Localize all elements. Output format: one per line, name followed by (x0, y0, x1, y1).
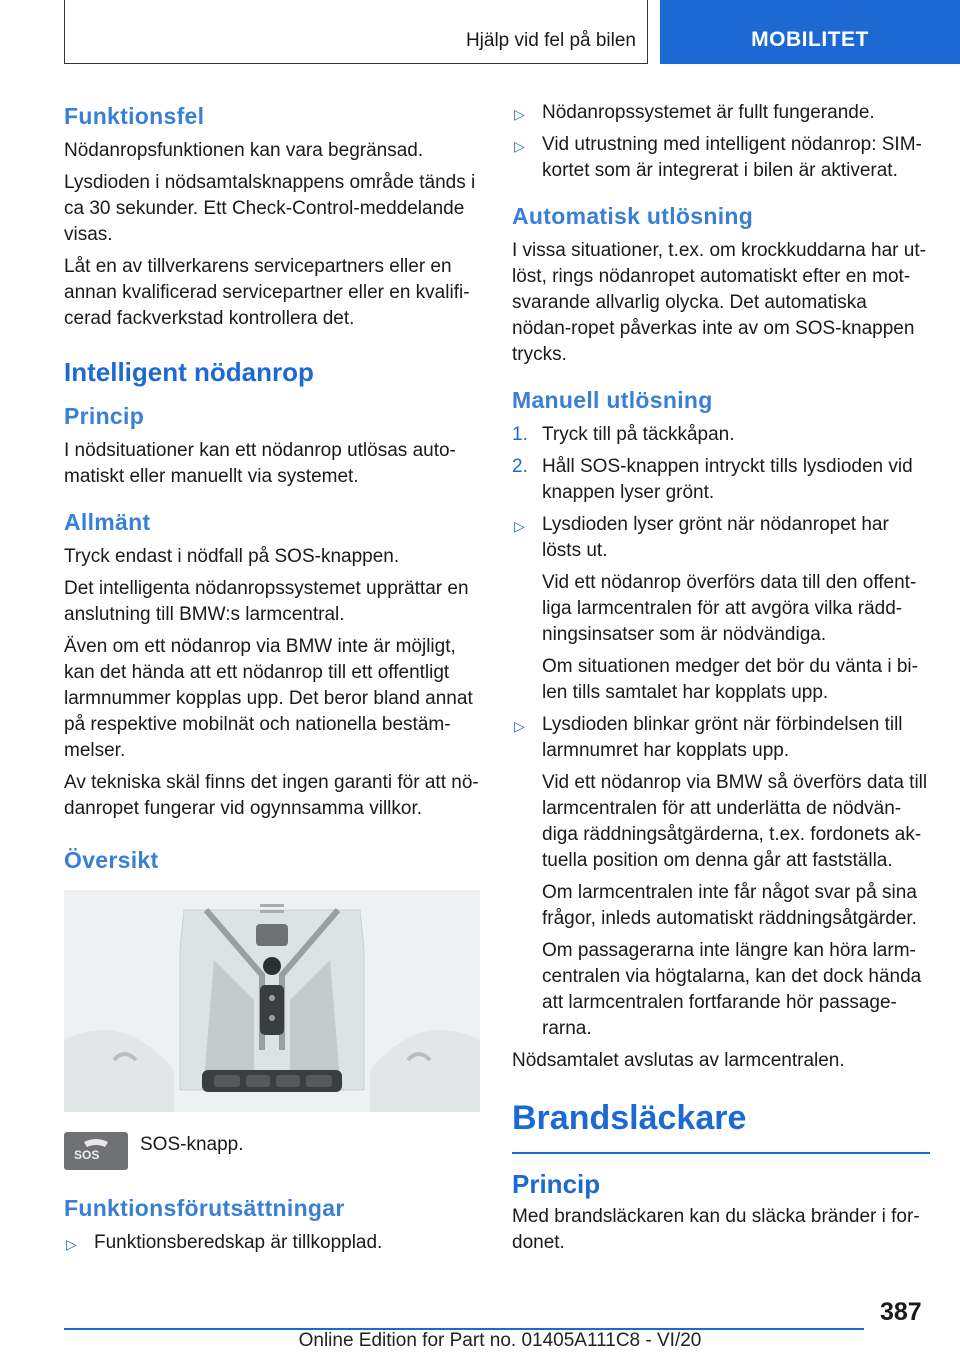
list-item: ▷ Lysdioden lyser grönt när nödanropet har lösts ut. (514, 514, 889, 561)
heading-princip-brand: Princip (512, 1169, 601, 1199)
step-number: 1. (512, 424, 528, 445)
roof-console-illustration (64, 890, 480, 1112)
triangle-bullet-icon: ▷ (514, 518, 525, 534)
sub-paragraph: Vid ett nödanrop via BMW så överförs data till larmcentralen för att underlätta de nödvän-diga räddningsåtgärderna, t.ex. fordonets ak-tuella position om denna går att fastställa. (542, 772, 928, 871)
heading-automatisk-utlosning: Automatisk utlösning (512, 203, 754, 229)
step-number: 2. (512, 456, 528, 477)
footer-edition: Online Edition for Part no. 01405A111C8 - VI/20 (298, 1330, 702, 1351)
list-item: ▷ Funktionsberedskap är tillkopplad. (64, 1230, 480, 1256)
paragraph: I vissa situationer, t.ex. om krockkuddarna har ut-löst, rings nödanropet automatiskt efter en mot-svarande allvarlig olycka. Det automatiska nödan-ropet påverkas inte av om SOS-knappen trycks. (512, 240, 926, 365)
sos-button-icon (64, 1132, 128, 1170)
chapter-tab: MOBILITET (660, 0, 960, 64)
left-column (64, 100, 480, 1262)
numbered-step: 2. Håll SOS-knappen intryckt tills lysdioden vid knappen lyser grönt. (512, 456, 913, 503)
paragraph: Lysdioden i nödsamtalsknappens område tänds i ca 30 sekunder. Ett Check-Control-meddelande visas. (64, 172, 476, 245)
figure-caption (64, 1132, 480, 1170)
heading-manuell-utlosning: Manuell utlösning (512, 387, 713, 413)
sos-icon-label: SOS (74, 1148, 100, 1162)
right-column (512, 100, 930, 1262)
caption-text: SOS-knapp. (140, 1134, 244, 1155)
page-number: 387 (880, 1298, 922, 1326)
paragraph: Det intelligenta nödanropssystemet upprättar en anslutning till BMW:s larmcentral. (64, 578, 469, 625)
heading-brandslackare: Brandsläckare (512, 1099, 747, 1137)
numbered-step: 1. Tryck till på täckkåpan. (512, 422, 930, 448)
section-title: Hjälp vid fel på bilen (465, 30, 636, 51)
paragraph: Låt en av tillverkarens servicepartners eller en annan kvalificerad servicepartner eller en kvalifi-cerad fackverkstad kontrollera det. (64, 256, 470, 329)
heading-funktionsforutsattningar: Funktionsförutsättningar (64, 1195, 345, 1221)
heading-princip: Princip (64, 403, 145, 429)
paragraph: Tryck endast i nödfall på SOS-knappen. (64, 546, 400, 567)
sub-paragraph: Om situationen medger det bör du vänta i bi-len tills samtalet har kopplats upp. (542, 656, 918, 703)
sub-paragraph: Vid ett nödanrop överförs data till den offent-liga larmcentralen för att avgöra vilka rädd-ningsinsatser som är nödvändiga. (542, 572, 917, 645)
heading-rule (512, 1152, 930, 1154)
paragraph: I nödsituationer kan ett nödanrop utlösas auto-matiskt eller manuellt via systemet. (64, 440, 456, 487)
paragraph: Med brandsläckaren kan du släcka bränder i for-donet. (512, 1206, 920, 1253)
list-item: ▷ Lysdioden blinkar grönt när förbindelsen till larmnumret har kopplats upp. (514, 714, 903, 761)
heading-intelligent-nodanrop: Intelligent nödanrop (64, 357, 314, 387)
heading-funktionsfel: Funktionsfel (64, 103, 205, 129)
triangle-bullet-icon: ▷ (514, 106, 525, 122)
paragraph: Nödanropsfunktionen kan vara begränsad. (64, 140, 424, 161)
list-item: ▷ Nödanropssystemet är fullt fungerande. (512, 100, 930, 126)
list-item: ▷ Vid utrustning med intelligent nödanrop: SIM-kortet som är integrerat i bilen är aktiverat. (514, 134, 922, 181)
triangle-bullet-icon: ▷ (514, 718, 525, 734)
paragraph: Av tekniska skäl finns det ingen garanti för att nö-danropet fungerar vid ogynnsamma villkor. (64, 772, 479, 819)
triangle-bullet-icon: ▷ (514, 138, 525, 154)
sub-paragraph: Om larmcentralen inte får något svar på sina frågor, inleds automatiskt räddningsåtgärder. (542, 882, 917, 929)
heading-allmant: Allmänt (64, 509, 151, 535)
heading-oversikt: Översikt (64, 847, 159, 873)
sub-paragraph: Om passagerarna inte längre kan höra larm-centralen via högtalarna, kan det dock hända att larmcentralen fortfarande hör passage-rarna. (542, 940, 922, 1039)
roof-console-photo (64, 890, 480, 1112)
paragraph: Även om ett nödanrop via BMW inte är möjligt, kan det hända att ett nödanrop till ett offentligt larmnummer kopplas upp. Det beror bland annat på respektive mobilnät och nationella bestäm-melser. (64, 636, 473, 761)
paragraph: Nödsamtalet avslutas av larmcentralen. (512, 1050, 845, 1071)
triangle-bullet-icon: ▷ (66, 1236, 77, 1252)
